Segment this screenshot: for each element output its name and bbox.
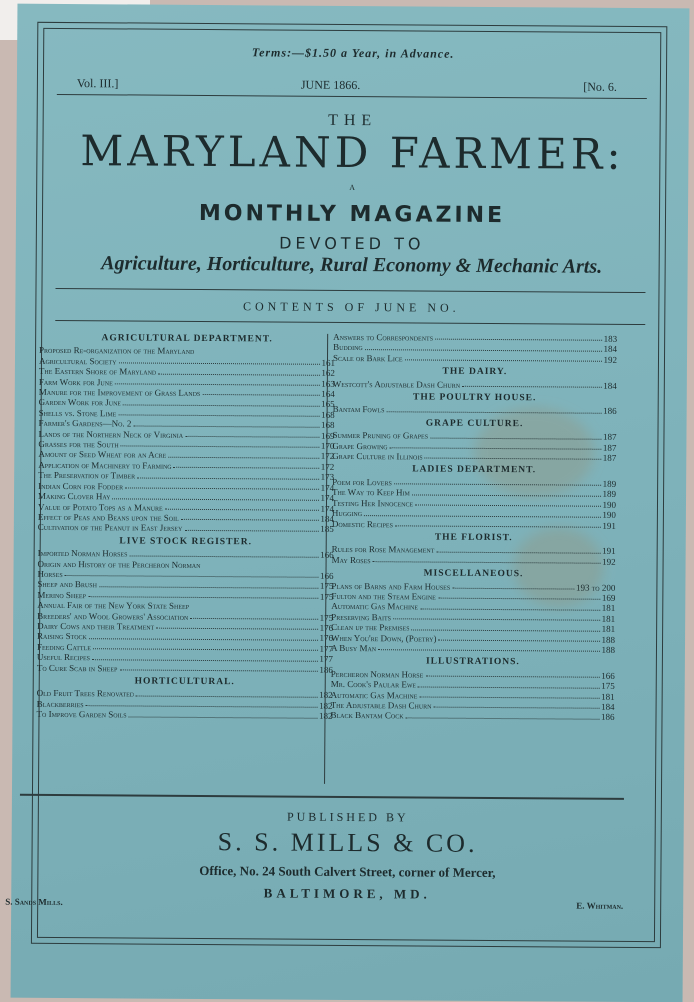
dot-leader	[425, 452, 601, 461]
entry-title: Making Clover Hay	[38, 490, 111, 502]
entry-title: Preserving Baits	[331, 611, 392, 623]
entry-title: Dairy Cows and their Treatment	[37, 620, 155, 632]
contents-entry	[332, 555, 616, 567]
section-heading: THE POULTRY HOUSE.	[413, 392, 537, 404]
dot-leader	[119, 663, 317, 672]
entry-title: Value of Potato Tops as a Manure	[37, 501, 163, 513]
dot-leader	[425, 669, 599, 678]
dot-leader	[185, 430, 319, 438]
publisher-city: BALTIMORE, MD.	[263, 885, 431, 902]
dot-leader	[390, 441, 601, 450]
section-heading: AGRICULTURAL DEPARTMENT.	[101, 333, 273, 345]
dot-leader	[364, 508, 600, 517]
entry-page: 174	[320, 503, 334, 514]
dot-leader	[430, 431, 601, 440]
volume-label: Vol. III.]	[76, 76, 119, 91]
contents-entry	[36, 709, 332, 721]
section-heading: HORTICULTURAL.	[134, 676, 235, 688]
dot-leader	[462, 379, 601, 387]
magazine-subtitle: MONTHLY MAGAZINE	[198, 200, 506, 229]
contents-entry	[332, 451, 616, 463]
entry-title: Automatic Gas Machine	[331, 601, 419, 612]
devoted-to-label: DEVOTED TO	[279, 233, 425, 254]
entry-title: Old Fruit Trees Renovated	[36, 688, 135, 699]
dot-leader	[129, 549, 318, 558]
entry-page: 187	[602, 432, 617, 443]
entry-title: Westcott's Adjustable Dash Churn	[332, 378, 461, 390]
entry-page: 163	[321, 378, 335, 389]
dot-leader	[118, 356, 319, 365]
contents-entry	[332, 518, 616, 530]
entry-title: Bantam Fowls	[332, 404, 385, 415]
entry-title: Farmer's Gardens—No. 2	[38, 418, 132, 429]
entry-page: 186	[603, 406, 617, 417]
entry-page: 181	[601, 691, 615, 702]
entry-page: 172	[320, 461, 335, 472]
dot-leader	[65, 569, 318, 578]
entry-page: 165	[321, 399, 335, 410]
entry-page: 188	[601, 634, 616, 645]
entry-page: 187	[602, 442, 617, 453]
publisher-name: S. S. MILLS & CO.	[217, 827, 478, 858]
dot-leader	[168, 450, 319, 458]
dot-leader	[115, 377, 320, 386]
dot-leader	[99, 580, 318, 589]
entry-page: 188	[601, 644, 616, 655]
section-heading: LADIES DEPARTMENT.	[412, 464, 537, 476]
office-address: Office, No. 24 South Calvert Street, corner of Mercer,	[199, 862, 496, 881]
editor-name: E. Whitman.	[576, 900, 624, 911]
dot-leader	[452, 581, 574, 589]
contents-heading: CONTENTS OF JUNE NO.	[242, 299, 460, 315]
entry-page: 168	[321, 409, 335, 420]
dot-leader	[123, 398, 319, 407]
dot-leader	[156, 622, 317, 631]
entry-page: 169	[320, 430, 335, 441]
entry-title: Horses	[37, 568, 63, 579]
entry-page: 182	[319, 700, 333, 711]
entry-title: Cultivation of the Peanut in East Jersey	[37, 522, 183, 534]
entry-title: Lands of the Northern Neck of Virginia	[38, 428, 184, 440]
dot-leader	[118, 408, 319, 417]
entry-title: Mr. Cook's Paular Ewe	[330, 679, 417, 690]
dot-leader	[133, 419, 319, 428]
entry-page: 176	[319, 622, 334, 633]
dot-leader	[405, 353, 602, 362]
entry-page: 186	[319, 664, 333, 675]
entry-page: 186	[600, 712, 615, 723]
entry-page: 193 to 200	[575, 582, 616, 593]
entry-page: 174	[320, 492, 335, 503]
entry-page: 175	[319, 591, 334, 602]
entry-page: 177	[319, 643, 334, 654]
entry-title: Effect of Peas and Beans upon the Soil	[37, 511, 179, 523]
entry-page: 192	[603, 354, 618, 365]
entry-title: Testing Her Innocence	[331, 497, 414, 509]
dot-leader	[438, 633, 599, 642]
entry-title: The Way to Keep Him	[332, 487, 410, 498]
entry-page: 189	[602, 478, 617, 489]
dot-leader	[112, 491, 318, 500]
dot-leader	[438, 592, 600, 601]
entry-page: 177	[319, 653, 333, 665]
entry-title: Feeding Cattle	[36, 641, 91, 652]
dot-leader	[394, 477, 601, 486]
contents-entry	[38, 522, 334, 534]
dot-leader	[184, 523, 318, 531]
dot-leader	[174, 461, 319, 469]
dot-leader	[420, 602, 600, 611]
magazine-cover	[5, 4, 690, 1002]
entry-page: 184	[320, 513, 334, 524]
dot-leader	[436, 545, 600, 554]
entry-title: Grape Culture in Illinois	[332, 450, 423, 462]
contents-left-column	[36, 330, 335, 722]
dot-leader	[393, 612, 600, 621]
contents-entry	[37, 662, 333, 674]
entry-title: Plans of Barns and Farm Houses	[331, 580, 451, 592]
entry-page: 175	[319, 581, 334, 592]
section-heading: THE DAIRY.	[442, 366, 508, 378]
dot-leader	[419, 690, 599, 699]
entry-title: Domestic Recipes	[331, 518, 393, 529]
entry-page: 190	[602, 499, 617, 510]
entry-title: Blackberries	[36, 698, 84, 709]
entry-title: Summer Pruning of Grapes	[332, 430, 429, 441]
entry-page: 170	[320, 440, 335, 451]
entry-title: Sheep and Brush	[37, 579, 97, 590]
entry-page: 174	[320, 482, 335, 493]
dot-leader	[92, 652, 317, 661]
contents-entry	[333, 404, 617, 416]
issue-date: JUNE 1866.	[300, 77, 361, 93]
entry-title: Useful Recipes	[36, 652, 91, 663]
entry-page: 168	[321, 420, 335, 431]
entry-page: 169	[601, 592, 616, 603]
entry-page: 172	[320, 451, 335, 462]
dot-leader	[190, 611, 317, 619]
section-heading: GRAPE CULTURE.	[425, 418, 524, 430]
contents-entry	[331, 643, 615, 655]
entry-page: 187	[602, 452, 617, 463]
entry-title: Agricultural Society	[38, 355, 117, 367]
dot-leader	[125, 481, 318, 490]
entry-title: To Cure Scab in Sheep	[36, 662, 118, 673]
dot-leader	[93, 642, 318, 651]
entry-page: 175	[319, 612, 334, 623]
entry-page: 175	[601, 680, 615, 692]
contents-entry	[330, 710, 614, 722]
entry-title: Hugging	[331, 507, 363, 519]
entry-title: The Eastern Shore of Maryland	[38, 366, 157, 377]
dot-leader	[137, 471, 319, 480]
magazine-title: MARYLAND FARMER:	[80, 126, 625, 179]
entry-page: 173	[320, 472, 335, 483]
entry-title: Answers to Correspondents	[333, 331, 434, 343]
entry-title: Garden Work for June	[38, 397, 122, 408]
dot-leader	[88, 590, 318, 599]
entry-title: The Preservation of Timber	[38, 470, 136, 481]
dot-leader	[435, 333, 602, 342]
entry-title: Fulton and the Steam Engine	[331, 590, 436, 602]
dot-leader	[129, 710, 317, 719]
subscription-terms: Terms:—$1.50 a Year, in Advance.	[251, 45, 455, 61]
entry-title: When You're Down, (Poetry)	[331, 632, 437, 644]
entry-title: Annual Fair of the New York State Sheep	[37, 599, 190, 612]
entry-title: May Roses	[331, 554, 371, 565]
entry-title: Budding	[333, 342, 363, 353]
issue-number: [No. 6.	[583, 79, 617, 94]
entry-title: Percheron Norman Horse	[330, 668, 424, 680]
entry-page: 182	[318, 711, 333, 722]
dot-leader	[412, 623, 600, 632]
dot-leader	[165, 502, 319, 510]
entry-title: Farm Work for June	[38, 376, 113, 387]
dot-leader	[412, 488, 601, 497]
entry-title: Imported Norman Horses	[37, 547, 128, 559]
subjects-line: Agriculture, Horticulture, Rural Economy & Mechanic Arts.	[101, 252, 603, 278]
entry-page: 185	[320, 524, 334, 535]
entry-page: 166	[319, 570, 334, 581]
dot-leader	[434, 701, 600, 710]
entry-page: 161	[321, 357, 336, 368]
contents-entry	[333, 353, 617, 365]
entry-title: Automatic Gas Machine	[330, 689, 418, 701]
entry-title: Proposed Re-organization of the Maryland	[39, 345, 195, 357]
entry-page: 182	[319, 690, 333, 701]
entry-page: 191	[602, 520, 616, 531]
dot-leader	[418, 680, 599, 689]
contents-right-column	[330, 332, 617, 723]
entry-page: 181	[601, 623, 616, 635]
section-heading: ILLUSTRATIONS.	[425, 656, 520, 668]
entry-title: Black Bantam Cock	[330, 710, 404, 721]
entry-title: Scale or Bark Lice	[332, 352, 403, 364]
entry-title: Amount of Seed Wheat for an Acre	[38, 449, 167, 461]
entry-title: Clean up the Premises	[331, 622, 410, 633]
entry-page: 184	[603, 344, 618, 355]
dot-leader	[202, 388, 319, 396]
entry-title: Merino Sheep	[37, 589, 86, 600]
dot-leader	[386, 405, 601, 414]
entry-page: 176	[319, 633, 334, 644]
entry-title: Manure for the Improvement of Grass Lands	[38, 386, 201, 398]
dot-leader	[395, 519, 600, 528]
entry-page: 181	[601, 613, 616, 624]
dot-leader	[158, 367, 319, 376]
entry-title: Raising Stock	[37, 631, 87, 642]
entry-page: 190	[602, 509, 616, 520]
entry-page: 166	[320, 549, 334, 561]
entry-title: Grasses for the South	[38, 438, 119, 450]
entry-page: 192	[602, 556, 616, 567]
entry-title: Shells vs. Stone Lime	[38, 407, 117, 419]
dot-leader	[181, 513, 319, 521]
entry-title: A Busy Man	[330, 642, 377, 654]
subtitle-article: A	[349, 182, 356, 193]
proprietor-name: S. Sands Mills.	[5, 896, 63, 908]
dot-leader	[86, 699, 318, 708]
entry-page: 162	[321, 368, 335, 379]
section-heading: MISCELLANEOUS.	[423, 568, 524, 580]
dot-leader	[373, 555, 600, 564]
dot-leader	[89, 632, 318, 641]
entry-page: 166	[601, 670, 615, 681]
entry-page: 164	[321, 388, 335, 399]
entry-page: 181	[601, 603, 616, 614]
entry-page: 191	[602, 546, 616, 557]
published-by-label: PUBLISHED BY	[286, 809, 409, 825]
entry-title: Poem for Lovers	[332, 476, 392, 488]
entry-title: Rules for Rose Management	[331, 544, 435, 555]
section-heading: LIVE STOCK REGISTER.	[119, 536, 253, 548]
entry-page: 184	[601, 701, 615, 712]
title-article: THE	[328, 111, 378, 130]
dot-leader	[378, 643, 599, 652]
dot-leader	[406, 711, 600, 720]
section-heading: THE FLORIST.	[434, 532, 513, 544]
dot-leader	[136, 689, 317, 698]
dot-leader	[365, 343, 602, 352]
contents-entry	[333, 379, 617, 391]
entry-page: 189	[602, 489, 617, 500]
entry-title: Origin and History of the Percheron Norman	[37, 558, 201, 570]
dot-leader	[415, 498, 600, 507]
entry-title: Breeders' and Wool Growers' Association	[37, 610, 189, 622]
entry-title: Indian Corn for Fodder	[38, 480, 124, 492]
entry-title: To Improve Garden Soils	[36, 709, 127, 720]
entry-page: 183	[603, 333, 618, 344]
entry-title: Grape Growing	[332, 440, 388, 451]
entry-title: The Adjustable Dash Churn	[330, 699, 432, 711]
entry-page: 184	[603, 380, 617, 391]
entry-title: Application of Machinery to Farming	[38, 459, 172, 471]
dot-leader	[121, 439, 319, 448]
